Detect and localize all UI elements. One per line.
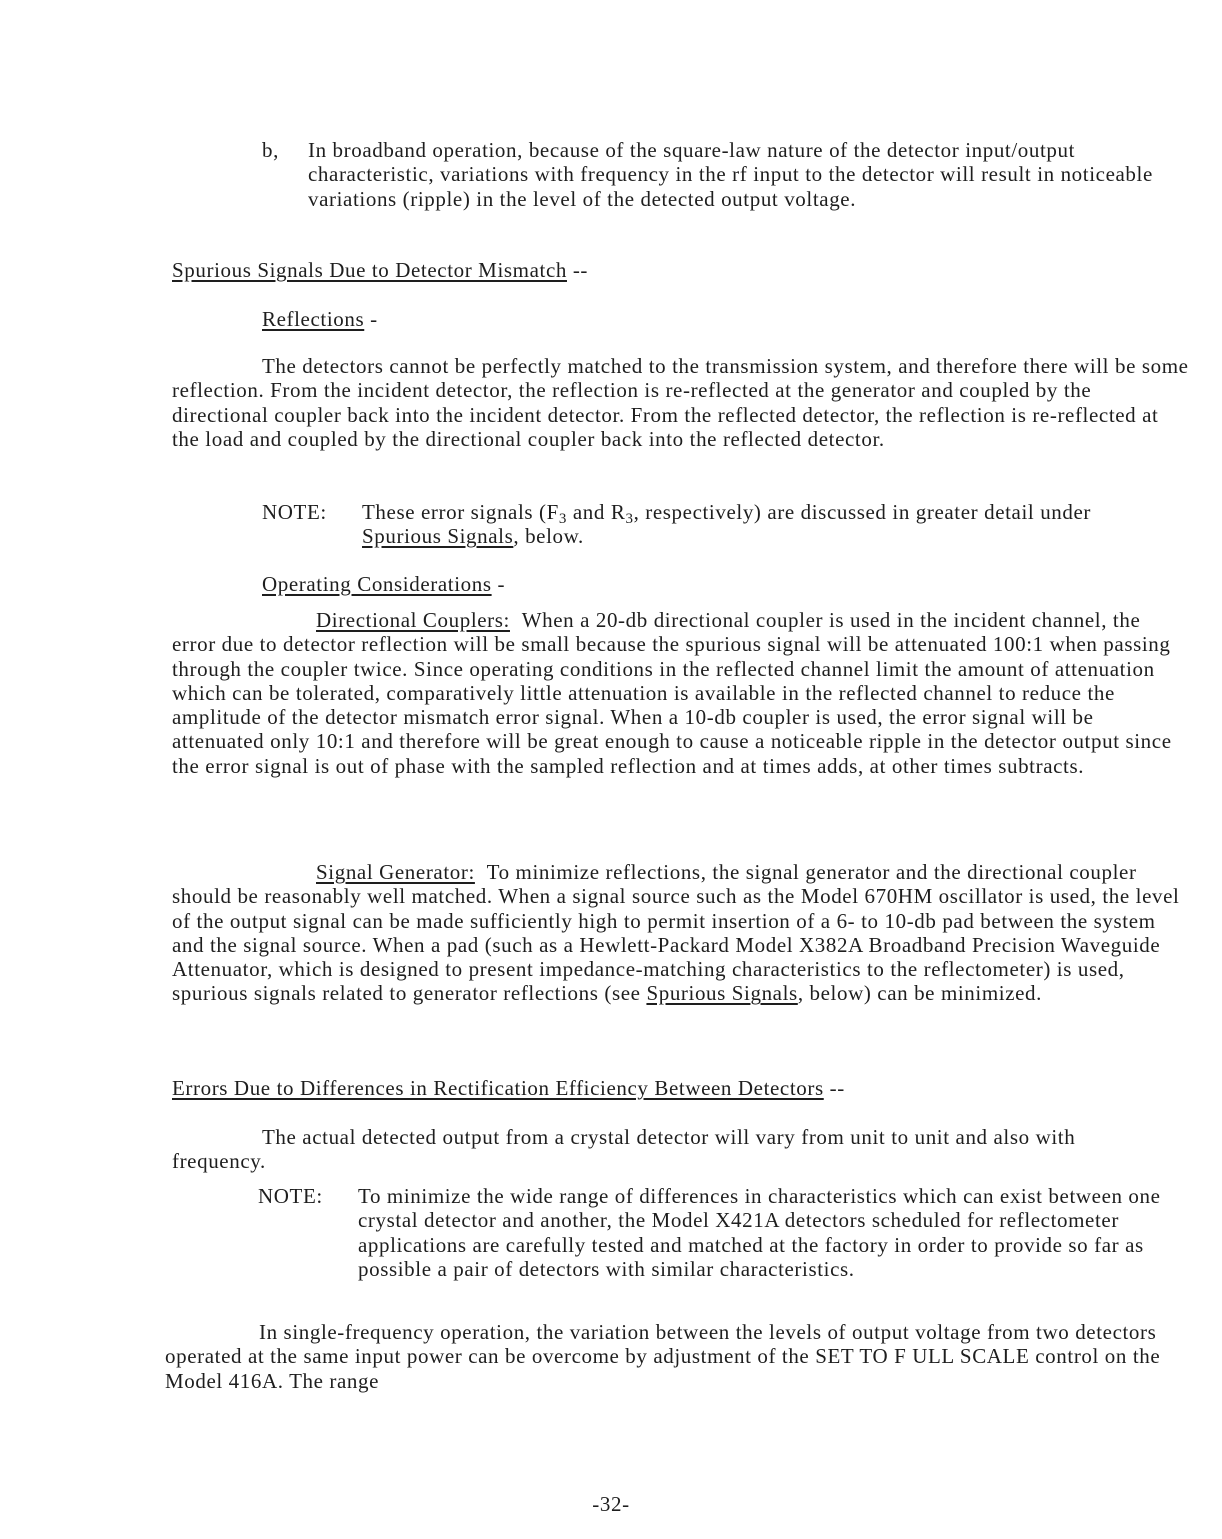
page-number: -32- xyxy=(592,1492,630,1516)
errors-paragraph-2: In single-frequency operation, the variation between the levels of output voltage from two detectors operated at the same input power can be overcome by adjustment of the SET TO F ULL SCALE control on the Model 416A. The range xyxy=(165,1320,1161,1393)
signal-generator-title: Signal Generator: xyxy=(316,860,475,884)
note-error-signals xyxy=(262,500,1162,552)
signal-generator-paragraph: Signal Generator: To minimize reflections, the signal generator and the directional coupler should be reasonably well matched. When a signal source such as the Model 670HM oscillator is used, the level of the output signal can be made sufficiently high to permit insertion of a 6- to 10-db pad between the system and the signal source. When a pad (such as a Hewlett-Packard Model X382A Broadband Precision Waveguide Attenuator, which is designed to present impedance-matching characteristics to the reflectometer) is used, spurious signals related to generator reflections (see Spurious Signals, below) can be minimized. xyxy=(172,860,1180,1006)
note-label: NOTE: xyxy=(262,500,327,524)
note-text-2: To minimize the wide range of differences in characteristics which can exist between one crystal detector and another, the Model X421A detectors scheduled for reflectometer applications are carefully tested and matched at the factory in order to provide so far as possible a pair of detectors with similar characteristics. xyxy=(358,1184,1161,1281)
spurious-signals-reference: Spurious Signals xyxy=(362,524,514,549)
subheading-reflections: Reflections - xyxy=(262,307,378,331)
item-b-label: b, xyxy=(262,138,279,162)
directional-couplers-title: Directional Couplers: xyxy=(316,608,510,632)
spurious-signals-reference-2: Spurious Signals xyxy=(646,981,798,1006)
note-text: These error signals ($F_3$ and $R_3$, respectively) are discussed in greater detail under Spurious Signals, below. xyxy=(362,500,1092,549)
item-b-text: In broadband operation, because of the square-law nature of the detector input/output characteristic, variations with frequency in the rf input to the detector will result in noticeable variations (ripple) in the level of the detected output voltage. xyxy=(308,138,1153,211)
section-heading-spurious: Spurious Signals Due to Detector Mismatch -- xyxy=(172,258,589,282)
section-heading-errors: Errors Due to Differences in Rectification Efficiency Between Detectors -- xyxy=(172,1076,845,1100)
item-b xyxy=(262,138,1162,211)
errors-paragraph-1: The actual detected output from a crystal detector will vary from unit to unit and also with frequency. xyxy=(172,1125,1076,1174)
reflections-paragraph: The detectors cannot be perfectly matched to the transmission system, and therefore there will be some reflection. From the incident detector, the reflection is re-reflected at the generator and coupled by the directional coupler back into the incident detector. From the reflected detector, the reflection is re-reflected at the load and coupled by the directional coupler back into the reflected detector. xyxy=(172,354,1189,451)
subheading-operating-considerations: Operating Considerations - xyxy=(262,572,506,596)
directional-couplers-paragraph: Directional Couplers: When a 20-db directional coupler is used in the incident channel, the error due to detector reflection will be small because the spurious signal will be attenuated 100:1 when passing through the coupler twice. Since operating conditions in the reflected channel limit the amount of attenuation which can be tolerated, comparatively little attenuation is available in the reflected channel to reduce the amplitude of the detector mismatch error signal. When a 10-db coupler is used, the error signal will be attenuated only 10:1 and therefore will be great enough to cause a noticeable ripple in the detector output since the error signal is out of phase with the sampled reflection and at times adds, at other times subtracts. xyxy=(172,608,1172,778)
note-label-2: NOTE: xyxy=(258,1184,323,1208)
note-matched-detectors xyxy=(258,1184,1188,1310)
